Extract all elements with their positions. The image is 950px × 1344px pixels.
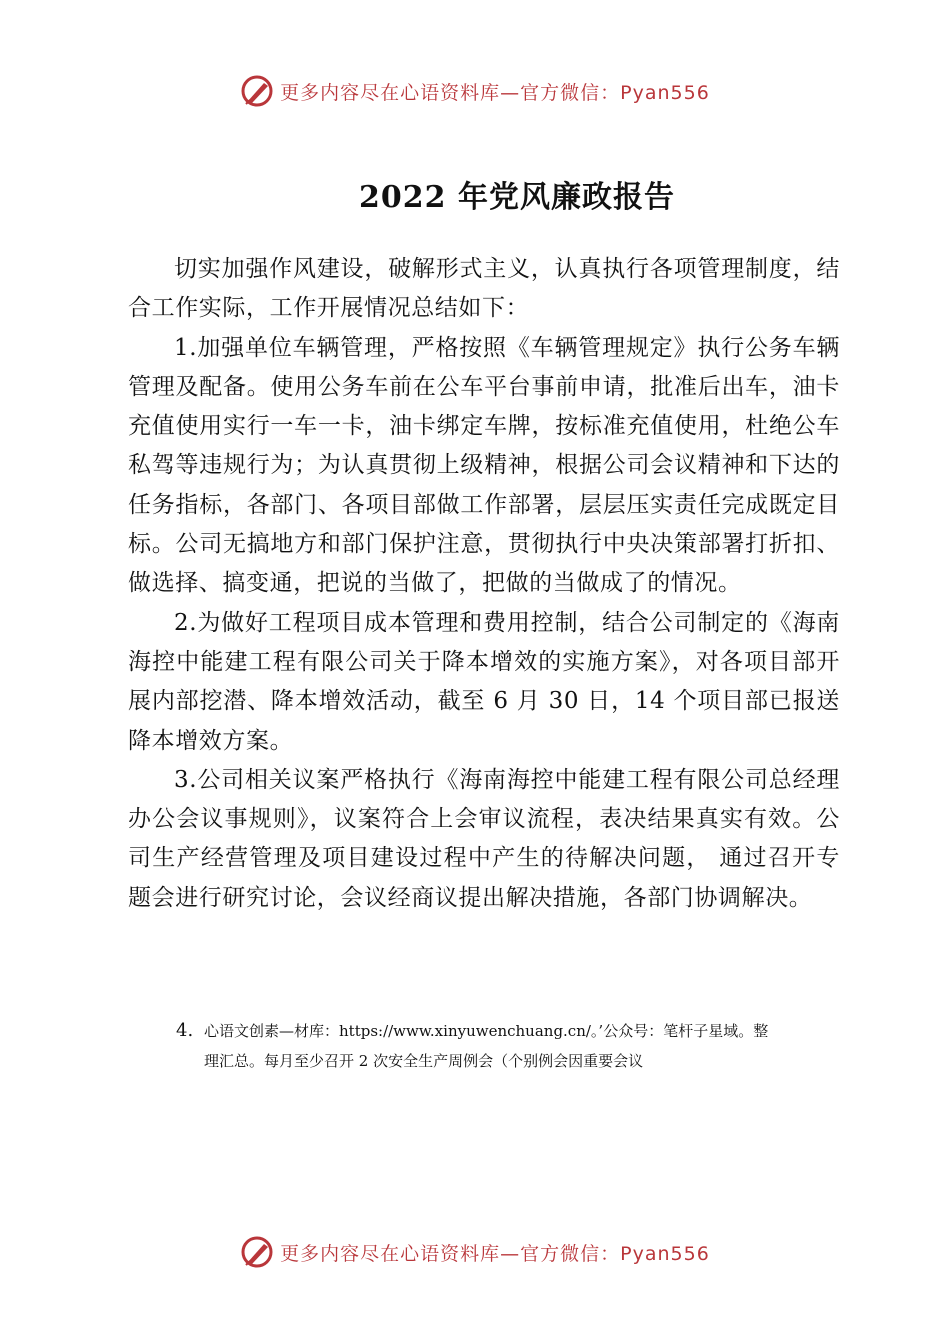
paragraph-item-3: 3.公司相关议案严格执行《海南海控中能建工程有限公司总经理办公会议事规则》，议案符合上会审议流程，表决结果真实有效。公司生产经营管理及项目建设过程中产生的待解决问题， 通过召开专题会进行研究讨论，会议经商议提出解决措施，各部门协调解决。 (128, 766, 840, 911)
header-banner-text: 更多内容尽在心语资料库—官方微信：Pyan556 (280, 81, 710, 104)
document-body (128, 250, 840, 918)
pen-stamp-icon (240, 1235, 274, 1269)
paragraph-item-1: 1.加强单位车辆管理，严格按照《车辆管理规定》执行公务车辆管理及配备。使用公务车前在公车平台事前申请，批准后出车，油卡充值使用实行一车一卡，油卡绑定车牌，按标准充值使用，杜绝公车私驾等违规行为；为认真贯彻上级精神，根据公司会议精神和下达的任务指标，各部门、各项目部做工作部署，层层压实责任完成既定目标。公司无搞地方和部门保护注意，贯彻执行中央决策部署打折扣、做选择、搞变通，把说的当做了，把做的当做成了的情况。 (128, 334, 840, 597)
footer-banner-text: 更多内容尽在心语资料库—官方微信：Pyan556 (280, 1242, 710, 1265)
pen-stamp-icon (240, 74, 274, 108)
header-banner (0, 74, 950, 108)
paragraph-item-2: 2.为做好工程项目成本管理和费用控制，结合公司制定的《海南海控中能建工程有限公司关于降本增效的实施方案》，对各项目部开展内部挖潜、降本增效活动，截至 6 月 30 日，14 个项目部已报送降本增效方案。 (128, 609, 840, 754)
item-4-line-1: 心语文创素—材库：https://www.xinyuwenchuang.cn/。’公众号：笔杆子星域。整 (204, 1022, 769, 1040)
document-title: 2022 年党风廉政报告 (359, 180, 675, 215)
item-4-number: 4. (176, 1020, 194, 1041)
paragraph-item-4 (176, 1016, 856, 1076)
paragraph-intro: 切实加强作风建设，破解形式主义，认真执行各项管理制度，结合工作实际，工作开展情况总结如下： (128, 256, 840, 322)
item-4-line-2: 理汇总。每月至少召开 2 次安全生产周例会（个别例会因重要会议 (204, 1052, 644, 1070)
footer-banner (0, 1235, 950, 1269)
